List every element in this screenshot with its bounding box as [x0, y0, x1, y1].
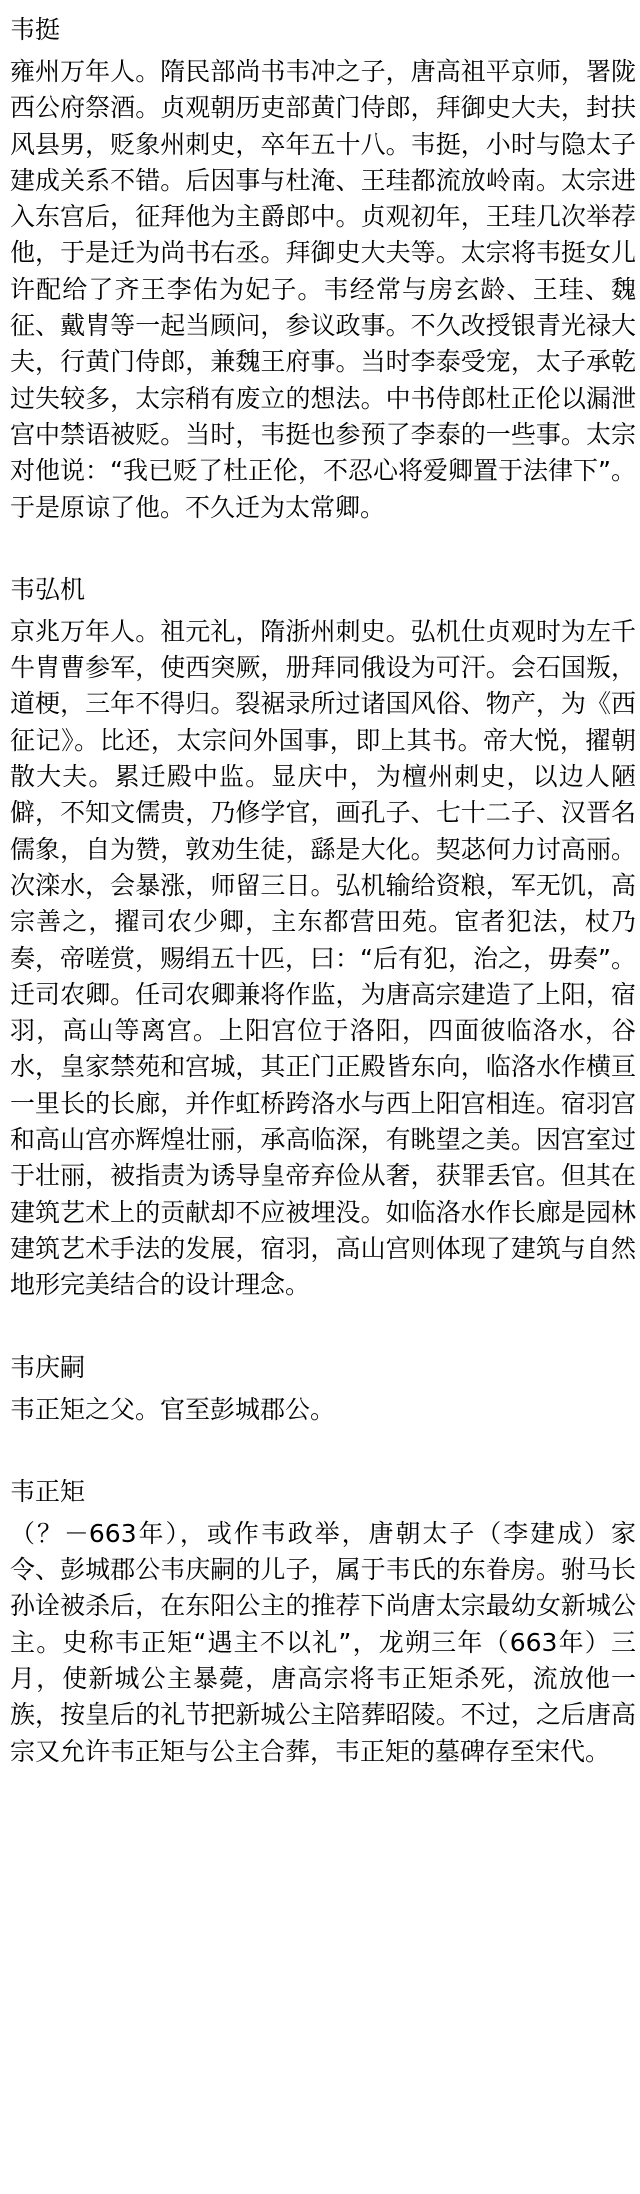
section-title: 韦挺 [10, 15, 61, 44]
section-body: 雍州万年人。隋民部尚书韦冲之子，唐高祖平京师，署陇西公府祭酒。贞观朝历吏部黄门侍郎，拜御史大夫，封扶风县男，贬象州刺史，卒年五十八。韦挺，小时与隐太子建成关系不错。后因事与杜淹、王珪都流放岭南。太宗进入东宫后，征拜他为主爵郎中。贞观初年，王珪几次举荐他，于是迁为尚书右丞。拜御史大夫等。太宗将韦挺女儿许配给了齐王李佑为妃子。韦经常与房玄龄、王珪、魏征、戴胄等一起当顾问，参议政事。不久改授银青光禄大夫，行黄门侍郎，兼魏王府事。当时李泰受宠，太子承乾过失较多，太宗稍有废立的想法。中书侍郎杜正伦以漏泄宫中禁语被贬。当时，韦挺也参预了李泰的一些事。太宗对他说：“我已贬了杜正伦，不忍心将爱卿置于法律下”。于是原谅了他。不久迁为太常卿。 [10, 57, 636, 522]
section-body: 京兆万年人。祖元礼，隋浙州刺史。弘机仕贞观时为左千牛胄曹参军，使西突厥，册拜同俄设为可汗。会石国叛，道梗，三年不得归。裂裾录所过诸国风俗、物产，为《西征记》。比还，太宗问外国事，即上其书。帝大悦，擢朝散大夫。累迁殿中监。显庆中，为檀州刺史，以边人陋僻，不知文儒贵，乃修学官，画孔子、七十二子、汉晋名儒象，自为赞，敦劝生徒，繇是大化。契苾何力讨高丽。次滦水，会暴涨，师留三日。弘机输给资粮，军无饥，高宗善之，擢司农少卿，主东都营田苑。宦者犯法，杖乃奏，帝嗟赏，赐绢五十匹，曰：“后有犯，治之，毋奏”。迁司农卿。任司农卿兼将作监，为唐高宗建造了上阳，宿羽，高山等离宫。上阳宫位于洛阳，四面彼临洛水，谷水，皇家禁苑和宫城，其正门正殿皆东向，临洛水作横亘一里长的长廊，并作虹桥跨洛水与西上阳宫相连。宿羽宫和高山宫亦辉煌壮丽，承高临深，有眺望之美。因宫室过于壮丽，被指责为诱导皇帝弃俭从奢，获罪丢官。但其在建筑艺术上的贡献却不应被埋没。如临洛水作长廊是园林建筑艺术手法的发展，宿羽，高山宫则体现了建筑与自然地形完美结合的设计理念。 [10, 616, 636, 1300]
section-wei-ting [10, 12, 636, 526]
section-title: 韦弘机 [10, 574, 86, 604]
section-wei-hongji [10, 572, 636, 1304]
section-title: 韦庆嗣 [10, 1352, 86, 1382]
section-body: 韦正矩之父。官至彭城郡公。 [10, 1394, 336, 1424]
section-wei-zhengju [10, 1474, 636, 1770]
section-body: （？－663年），或作韦政举，唐朝太子（李建成）家令、彭城郡公韦庆嗣的儿子，属于韦氏的东眷房。驸马长孙诠被杀后，在东阳公主的推荐下尚唐太宗最幼女新城公主。史称韦正矩“遇主不以礼”，龙朔三年（663年）三月，使新城公主暴薨，唐高宗将韦正矩杀死，流放他一族，按皇后的礼节把新城公主陪葬昭陵。不过，之后唐高宗又允许韦正矩与公主合葬，韦正矩的墓碑存至宋代。 [10, 1518, 636, 1766]
section-title: 韦正矩 [10, 1476, 86, 1506]
section-wei-qingsi [10, 1350, 636, 1428]
